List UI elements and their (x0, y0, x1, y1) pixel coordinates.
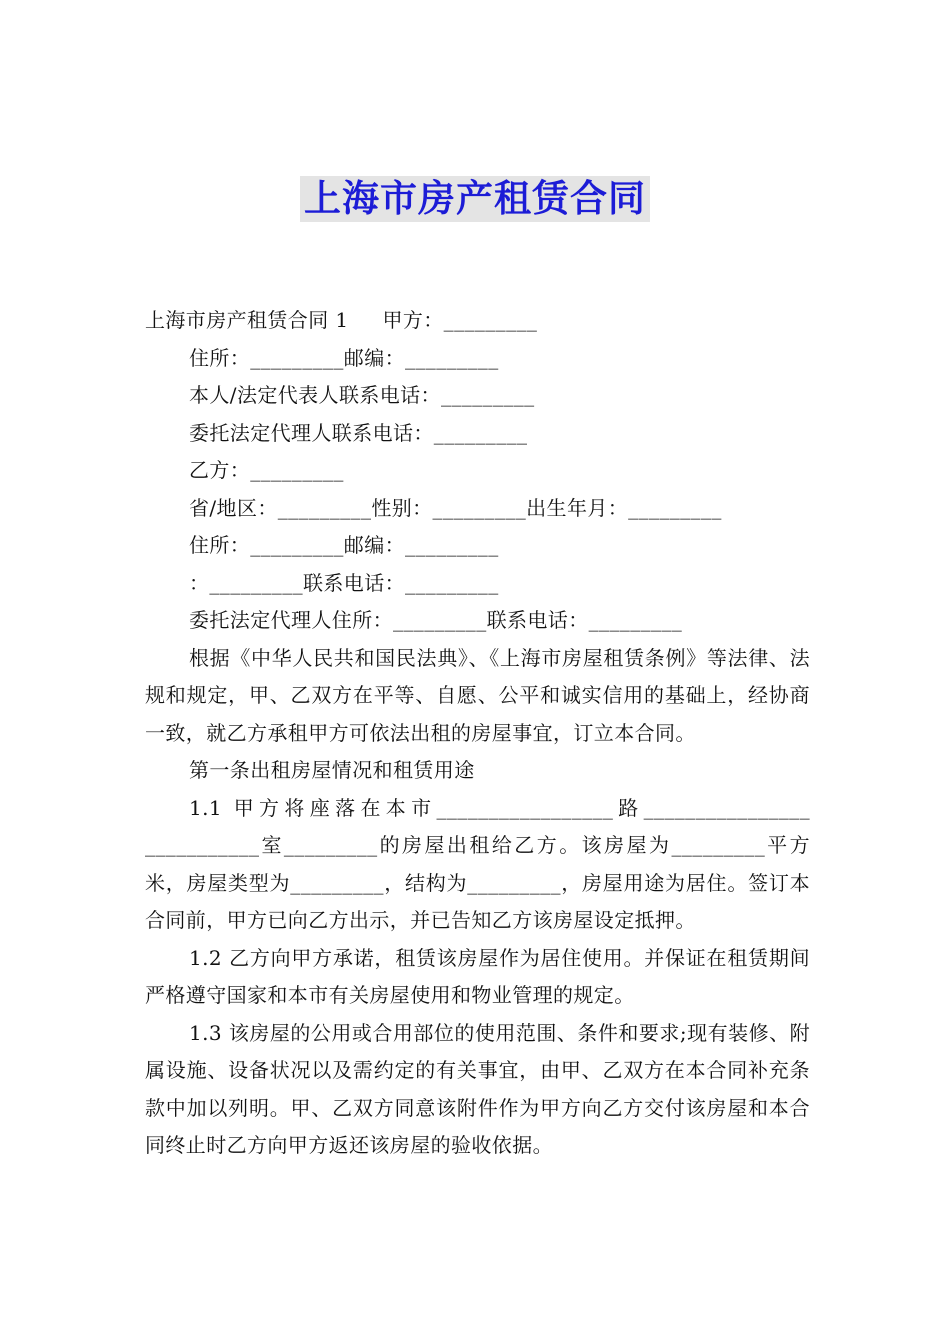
clause-1-2: 1.2 乙方向甲方承诺，租赁该房屋作为居住使用。并保证在租赁期间严格遵守国家和本市有关房屋使用和物业管理的规定。 (145, 945, 810, 1007)
party-b-region: 省/地区：_________性别：_________出生年月：_________ (189, 495, 722, 520)
title-container (0, 176, 950, 222)
document-title: 上海市房产租赁合同 (300, 176, 650, 222)
party-a-representative: 本人/法定代表人联系电话：_________ (189, 383, 535, 407)
party-a-address: 住所：_________邮编：_________ (189, 345, 499, 370)
preamble-paragraph: 根据《中华人民共和国民法典》、《上海市房屋租赁条例》等法律、法规和规定，甲、乙双方在平等、自愿、公平和诚实信用的基础上，经协商一致，就乙方承租甲方可依法出租的房屋事宜，订立本合同。 (145, 645, 810, 745)
party-b-contact: ：_________联系电话：_________ (189, 570, 499, 595)
document-body (145, 302, 810, 1165)
party-b-address: 住所：_________邮编：_________ (189, 533, 499, 557)
party-b-name: 乙方：_________ (189, 458, 344, 482)
clause-1-1: 1.1 甲方将座落在本市_________________路________________ ___________室_________的房屋出租给乙方。该房屋为_________平方米，房屋类型为_________，结构为_________，房屋用途为居住。签订本合同前，甲方已向乙方出示，并已告知乙方该房屋设定抵押。 (145, 795, 810, 932)
party-b-agent: 委托法定代理人住所：_________联系电话：_________ (189, 608, 683, 632)
contract-number: 上海市房产租赁合同 1 (145, 308, 349, 332)
clause-1-3: 1.3 该房屋的公用或合用部位的使用范围、条件和要求;现有装修、附属设施、设备状况以及需约定的有关事宜，由甲、乙双方在本合同补充条款中加以列明。甲、乙双方同意该附件作为甲方向乙方交付该房屋和本合同终止时乙方向甲方返还该房屋的验收依据。 (145, 1020, 810, 1157)
article-1-heading: 第一条出租房屋情况和租赁用途 (189, 758, 475, 782)
header-line (145, 302, 810, 340)
party-a-field: 甲方：_________ (382, 308, 538, 332)
party-a-agent: 委托法定代理人联系电话：_________ (189, 420, 528, 445)
